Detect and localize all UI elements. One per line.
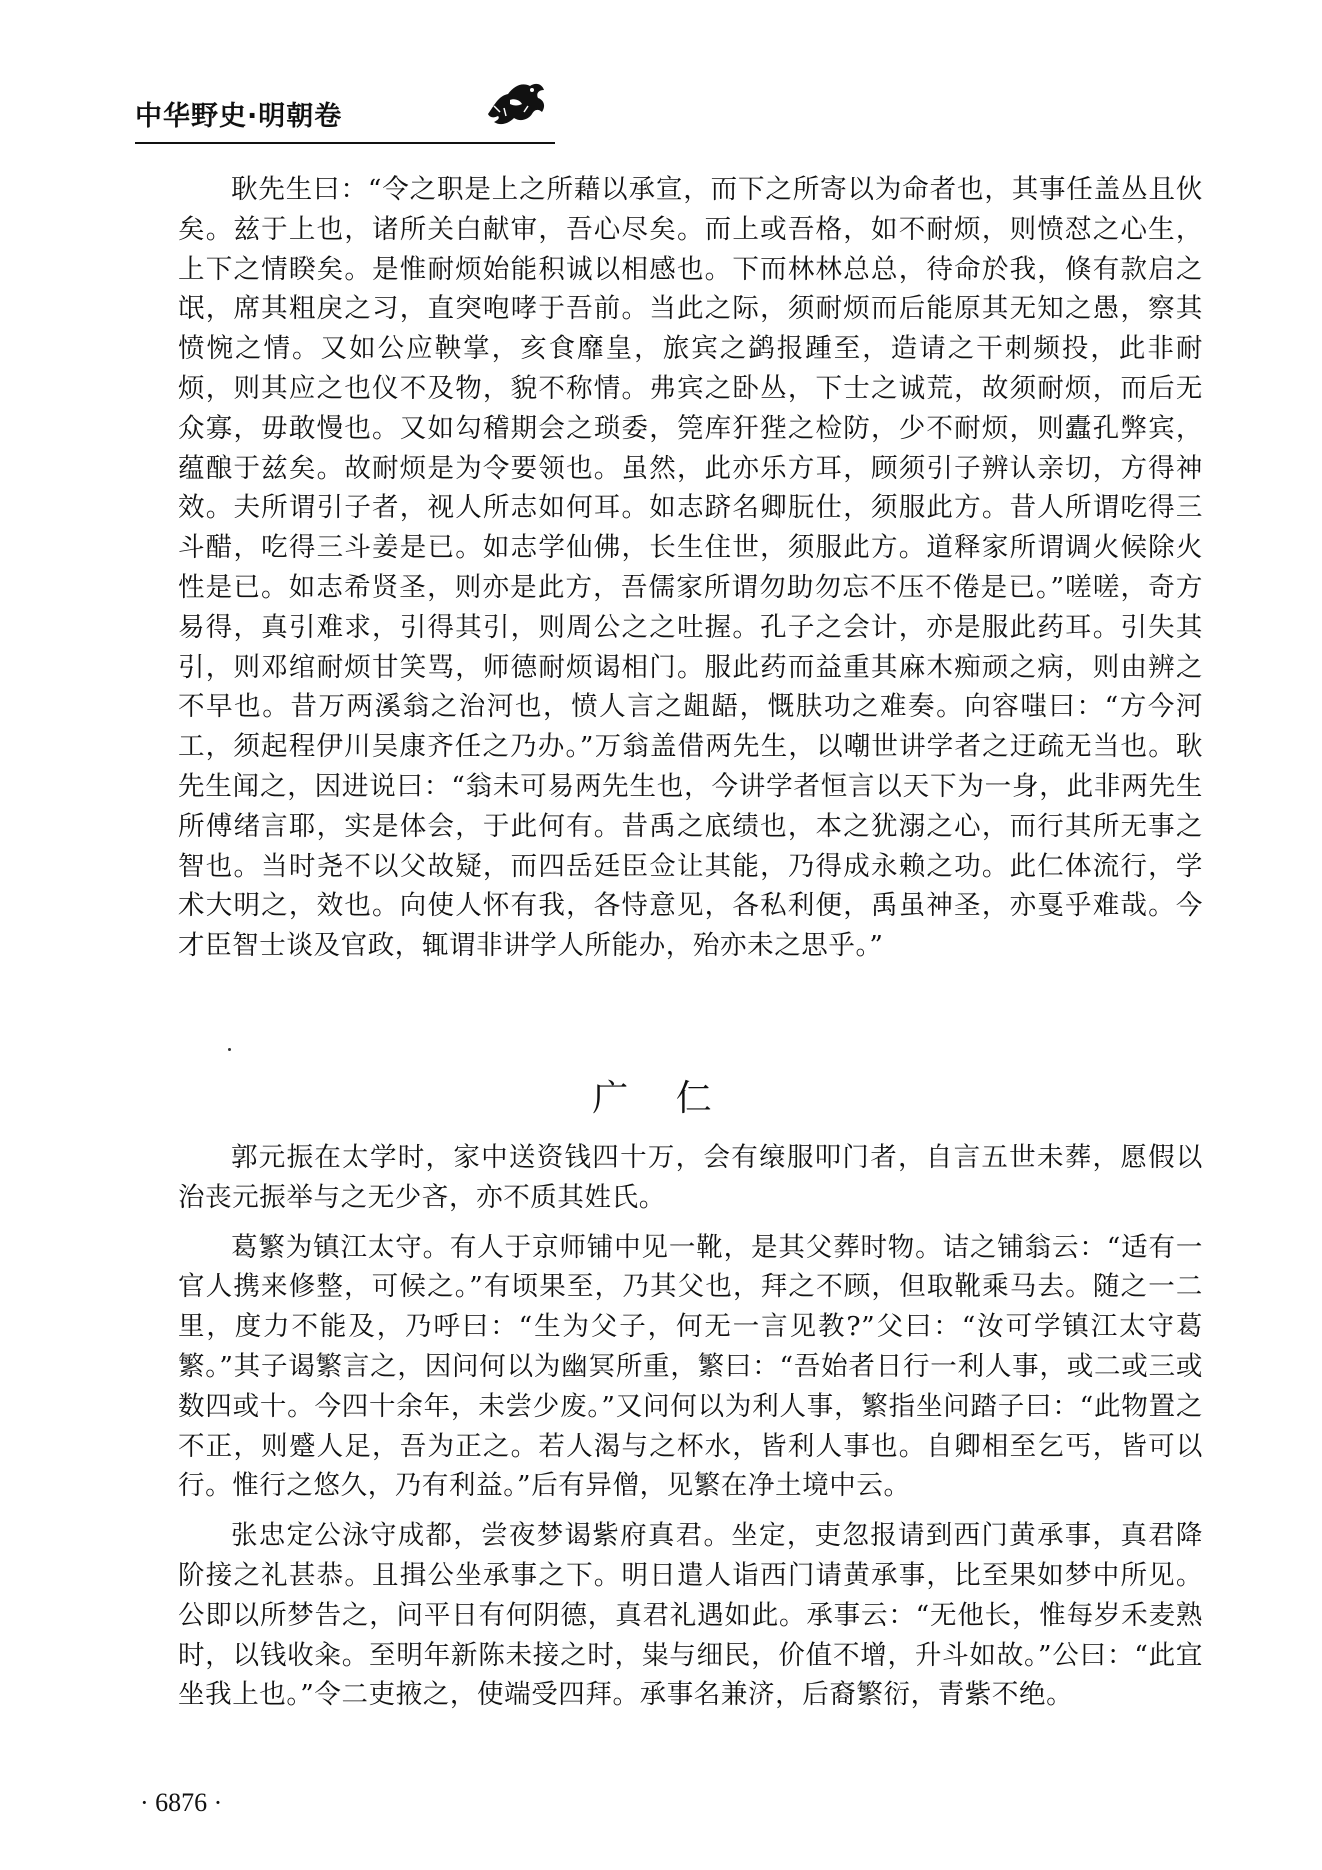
- paragraph: 郭元振在太学时，家中送资钱四十万，会有缞服叩门者，自言五世未葬，愿假以治丧元振举与之无少吝，亦不质其姓氏。: [178, 1142, 1203, 1213]
- book-title: 中华野史·明朝卷: [135, 101, 343, 132]
- section-1-text: [178, 170, 1203, 966]
- section-heading: 广 仁: [592, 1078, 730, 1119]
- section-2-text: [178, 1138, 1203, 1725]
- page-number: · 6876 ·: [140, 1788, 223, 1817]
- paragraph: 张忠定公泳守成都，尝夜梦谒紫府真君。坐定，吏忽报请到西门黄承事，真君降阶接之礼甚恭。且揖公坐承事之下。明日遣人诣西门请黄承事，比至果如梦中所见。公即以所梦告之，问平日有何阴德，真君礼遇如此。承事云：“无他长，惟每岁禾麦熟时，以钱收籴。至明年新陈未接之时，粜与细民，价值不增，升斗如故。”公曰：“此宜坐我上也。”令二吏掖之，使端受四拜。承事名兼济，后裔繁衍，青紫不绝。: [178, 1520, 1203, 1711]
- header-rule: [135, 142, 555, 144]
- dragon-logo-icon: [480, 76, 552, 130]
- scan-speck: [228, 1048, 231, 1051]
- paragraph: 葛繁为镇江太守。有人于京师铺中见一靴，是其父葬时物。诘之铺翁云：“适有一官人携来修整，可候之。”有顷果至，乃其父也，拜之不顾，但取靴乘马去。随之一二里，度力不能及，乃呼曰：“生为父子，何无一言见教?”父曰：“汝可学镇江太守葛繁。”其子谒繁言之，因问何以为幽冥所重，繁曰：“吾始者日行一利人事，或二或三或数四或十。今四十余年，未尝少废。”又问何以为利人事，繁指坐问踏子曰：“此物置之不正，则蹙人足，吾为正之。若人渴与之杯水，皆利人事也。自卿相至乞丐，皆可以行。惟行之悠久，乃有利益。”后有异僧，见繁在净土境中云。: [178, 1231, 1203, 1502]
- page-header: [135, 72, 555, 152]
- paragraph: 耿先生曰：“令之职是上之所藉以承宣，而下之所寄以为命者也，其事任盖丛且伙矣。兹于上也，诸所关白献审，吾心尽矣。而上或吾格，如不耐烦，则愤怼之心生，上下之情睽矣。是惟耐烦始能积诚以相感也。下而林林总总，待命於我，倏有款启之氓，席其粗戾之习，直突咆哮于吾前。当此之际，须耐烦而后能原其无知之愚，察其愤惋之情。又如公应鞅掌，亥食靡皇，旅宾之鹢报踵至，造请之干刺频投，此非耐烦，则其应之也仪不及物，貌不称情。弗宾之卧丛，下士之诚荒，故须耐烦，而后无众寡，毋敢慢也。又如勾稽期会之琐委，筦库犴狴之检防，少不耐烦，则蠹孔弊宾，蕴酿于兹矣。故耐烦是为令要领也。虽然，此亦乐方耳，顾须引子辨认亲切，方得神效。夫所谓引子者，视人所志如何耳。如志跻名卿朊仕，须服此方。昔人所谓吃得三斗醋，吃得三斗姜是已。如志学仙佛，长生住世，须服此方。道释家所谓调火候除火性是已。如志希贤圣，则亦是此方，吾儒家所谓勿助勿忘不压不倦是已。”嗟嗟，奇方易得，真引难求，引得其引，则周公之之吐握。孔子之会计，亦是服此药耳。引失其引，则邓绾耐烦甘笑骂，师德耐烦谒相门。服此药而益重其麻木痴顽之病，则由辨之不早也。昔万两溪翁之治河也，愤人言之龃龉，慨肤功之难奏。向容嗤曰：“方今河工，须起程伊川吴康齐任之乃办。”万翁盖借两先生，以嘲世讲学者之迂疏无当也。耿先生闻之，因进说曰：“翁未可易两先生也，今讲学者恒言以天下为一身，此非两先生所傅绪言耶，实是体会，于此何有。昔禹之底绩也，本之犹溺之心，而行其所无事之智也。当时尧不以父故疑，而四岳廷臣佥让其能，乃得成永赖之功。此仁体流行，学术大明之，效也。向使人怀有我，各恃意见，各私利便，禹虽神圣，亦戛乎难哉。今才臣智士谈及官政，辄谓非讲学人所能办，殆亦未之思乎。”: [178, 174, 1203, 962]
